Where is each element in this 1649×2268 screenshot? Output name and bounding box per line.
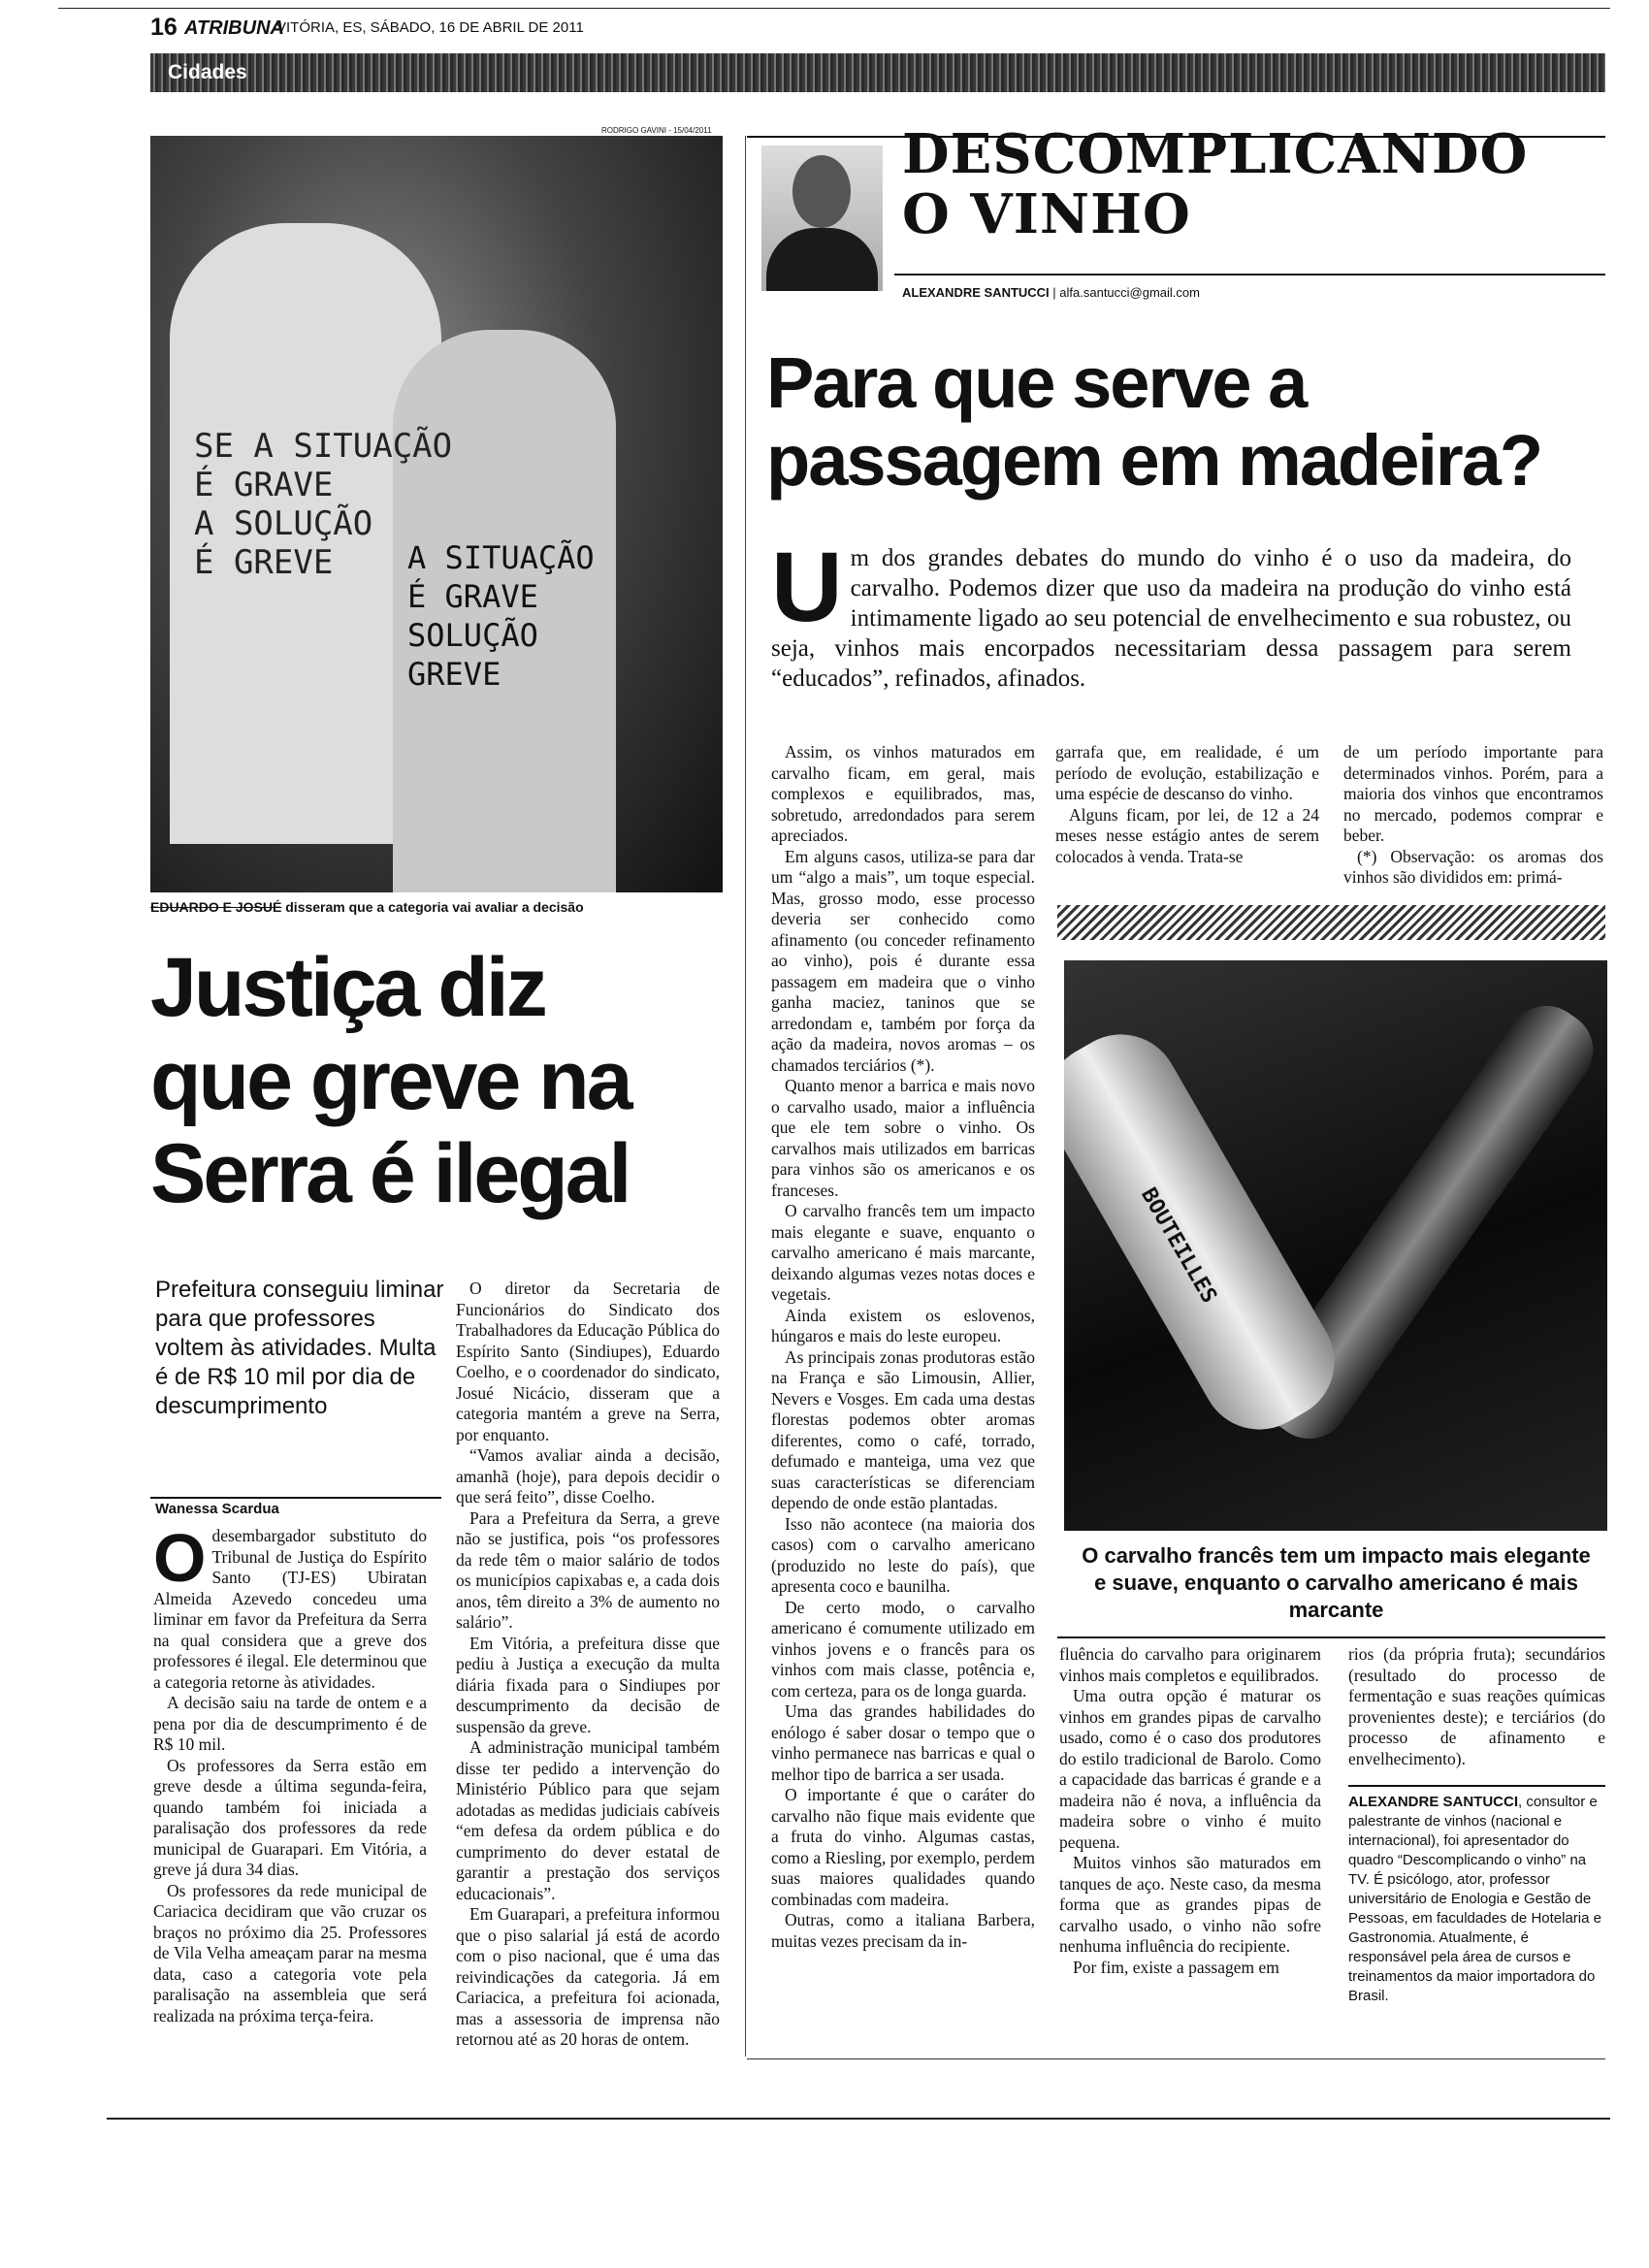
brand-logo: ATRIBUNA [184, 17, 284, 39]
left-headline: Justiça diz que greve na Serra é ilegal [150, 941, 630, 1220]
right-col2-bottom: fluência do carvalho para originarem vinhos mais completos e equilibrados. Uma outra opção é maturar os vinhos em grandes pipas de carvalho usado, como é o caso dos produtores do estilo tradicional de Barolo. Como a capacidade das barricas é grande e a madeira não é nova, a influência da madeira sobre o vinho é muito pequena. Muitos vinhos são maturados em tanques de aço. Neste caso, da mesma forma que as grandes pipas de carvalho usado, o vinho não sofre nenhuma influência do recipiente. Por fim, existe a passagem em [1059, 1644, 1321, 1977]
column-title: DESCOMPLICANDO O VINHO [902, 122, 1529, 246]
shirt-text-2: A SITUAÇÃO É GRAVE SOLUÇÃO GREVE [407, 539, 595, 693]
dateline: VITÓRIA, ES, SÁBADO, 16 DE ABRIL DE 2011 [276, 19, 584, 36]
right-headline: Para que serve a passagem em madeira? [766, 342, 1542, 501]
wine-photo-caption: O carvalho francês tem um impacto mais elegante e suave, enquanto o carvalho americano é mais marcante [1082, 1543, 1591, 1622]
left-col2: O diretor da Secretaria de Funcionários do Sindicato dos Trabalhadores da Educação Pública do Espírito Santo (Sindiupes), Eduardo Coelho, e o coordenador do sindicato, Josué Nicácio, disseram que a categoria mantém a greve na Serra, por enquanto. “Vamos avaliar ainda a decisão, amanhã (hoje), para depois decidir o que será feito”, disse Coelho. Para a Prefeitura da Serra, a greve não se justifica, pois “os professores da rede têm o maior salário de todos os municípios capixabas e, a cada dois anos, têm direito a 3% de aumento no salário”. Em Vitória, a prefeitura disse que pediu à Justiça a execução da multa diária fixada para o Sindiupes por descumprimento da decisão de suspensão da greve. A administração municipal também disse ter pedido a intervenção do Ministério Público para que sejam adotadas as medidas judiciais cabíveis “em defesa da ordem pública e do cumprimento do dever estatal de garantir a prestação dos serviços educacionais”. Em Guarapari, a prefeitura informou que o piso salarial já está de acordo com o piso nacional, que é uma das reivindicações da categoria. Já em Cariacica, a prefeitura foi acionada, mas a assessoria de imprensa não retornou até as 20 horas de ontem. [456, 1279, 720, 2049]
bottle-label: BOUTEILLES [1136, 1183, 1221, 1308]
author-line: ALEXANDRE SANTUCCI | alfa.santucci@gmail.com [902, 285, 1200, 300]
section-bar [150, 53, 1605, 92]
caption-rule [1057, 1636, 1605, 1638]
page-number: 16 [150, 14, 178, 41]
byline: Wanessa Scardua [155, 1501, 279, 1517]
bio-rule [1348, 1785, 1605, 1787]
right-lead: U m dos grandes debates do mundo do vinho é o uso da madeira, do carvalho. Podemos dizer que uso da madeira na produção do vinho está intimamente ligado ao seu potencial de envelhecimento e sua robustez, ou seja, vinhos mais encorpados necessitariam dessa passagem para serem “educados”, refinados, afinados. [771, 532, 1571, 692]
portrait-head [792, 155, 851, 228]
caption-names: EDUARDO E JOSUÉ [150, 899, 282, 915]
author-email[interactable]: alfa.santucci@gmail.com [1059, 285, 1200, 300]
dropcap-u: U [771, 532, 843, 642]
left-deck: Prefeitura conseguiu liminar para que professores voltem às atividades. Multa é de R$ 10 mil por dia de descumprimento [155, 1277, 444, 1419]
left-col1: O desembargador substituto do Tribunal de Justiça do Espírito Santo (TJ-ES) Ubiratan Almeida Azevedo concedeu uma liminar em favor da Prefeitura da Serra na qual considera que a greve dos professores é ilegal. Ele determinou que a categoria retorne às atividades. A decisão saiu na tarde de ontem e a pena por dia de descumprimento é de R$ 10 mil. Os professores da Serra estão em greve desde a última segunda-feira, quando também foi iniciada a paralisação dos professores da rede municipal de Guarapari. Em Vitória, a greve já dura 34 dias. Os professores da rede municipal de Cariacica decidiram que vão cruzar os braços no próximo dia 25. Professores de Vila Velha ameaçam parar na mesma data, caso a categoria vote pela paralisação na assembleia que será realizada na próxima terça-feira. [153, 1520, 427, 2025]
shirt-text-1: SE A SITUAÇÃO É GRAVE A SOLUÇÃO É GREVE [194, 427, 453, 582]
wine-barrel-photo [1064, 960, 1607, 1531]
page-bottom-rule [107, 2118, 1610, 2120]
byline-rule [150, 1497, 441, 1499]
photo-credit: RODRIGO GAVINI - 15/04/2011 [601, 126, 712, 135]
right-article-bottom-rule [747, 2058, 1605, 2059]
right-col1: Assim, os vinhos maturados em carvalho ficam, em geral, mais complexos e equilibrados, mas, sobretudo, arredondados para serem apreciados. Em alguns casos, utiliza-se para dar um “algo a mais”, um toque especial. Mas, grosso modo, esse processo deveria ser conhecido como afinamento (ou conceder refinamento ao vinho), pois é durante essa passagem em madeira que o vinho ganha maciez, taninos que se arredondam e, também por força da ação da madeira, novos aromas – os chamados terciários (*). Quanto menor a barrica e mais novo o carvalho usado, maior a influência que ele tem sobre o vinho. Os carvalhos mais utilizados em barricas para vinhos são os americanos e os franceses. O carvalho francês tem um impacto mais elegante e suave, enquanto o carvalho americano é mais marcante, deixando algumas vezes notas doces e vegetais. Ainda existem os eslovenos, húngaros e mais do leste europeu. As principais zonas produtoras estão na França e são Limousin, Allier, Nevers e Vosges. Em cada uma destas florestas podemos obter aromas diferentes, como o café, torrado, defumado e manteiga, uma vez que suas características se diferenciam dependo de onde estão plantadas. Isso não acontece (na maioria dos casos) com o carvalho americano (produzido no leste do país), que apresenta coco e baunilha. De certo modo, o carvalho americano é comumente utilizado em vinhos jovens e o francês para os vinhos com mais classe, potência e, com certeza, para os de longa guarda. Uma das grandes habilidades do enólogo é saber dosar o tempo que o vinho permanece nas barricas e qual o melhor tipo de barrica a ser usada. O importante é que o caráter do carvalho não fique mais evidente que a fruta do vinho. Algumas castas, como a Riesling, por exemplo, perdem suas maiores qualidades quando combinadas com madeira. Outras, como a italiana Barbera, muitas vezes precisam da in- [771, 742, 1035, 1951]
right-col3-bottom: rios (da própria fruta); secundários (resultado do processo de fermentação e suas reações químicas provenientes deste); e terciários (do processo de afinamento e envelhecimento). [1348, 1644, 1605, 1768]
decorative-wave-band [1057, 905, 1605, 940]
section-label: Cidades [168, 61, 247, 83]
column-divider [745, 136, 746, 2057]
right-col2-top: garrafa que, em realidade, é um período de evolução, estabilização e uma espécie de descanso do vinho. Alguns ficam, por lei, de 12 a 24 meses nesse estágio antes de serem colocados à venda. Trata-se [1055, 742, 1319, 866]
bottle-2 [1064, 1013, 1356, 1450]
caption-text: disseram que a categoria vai avaliar a decisão [281, 899, 584, 915]
photo-caption [150, 899, 584, 915]
author-bio: ALEXANDRE SANTUCCI, consultor e palestrante de vinhos (nacional e internacional), foi apresentador do quadro “Descomplicando o vinho” na TV. É psicólogo, ator, professor universitário de Enologia e Gestão de Pessoas, em faculdades de Hotelaria e Gastronomia. Atualmente, é responsável pela área de cursos e treinamentos da maior importadora do Brasil. [1348, 1794, 1601, 2004]
columnist-portrait [761, 146, 883, 291]
dropcap-o: O [153, 1520, 207, 1596]
right-col3-top: de um período importante para determinados vinhos. Porém, para a maioria dos vinhos que encontramos no mercado, podemos comprar e beber. (*) Observação: os aromas dos vinhos são divididos em: primá- [1343, 742, 1603, 887]
author-rule [894, 274, 1605, 275]
portrait-body [766, 228, 878, 291]
strike-photo [150, 136, 723, 892]
top-rule [58, 8, 1610, 9]
